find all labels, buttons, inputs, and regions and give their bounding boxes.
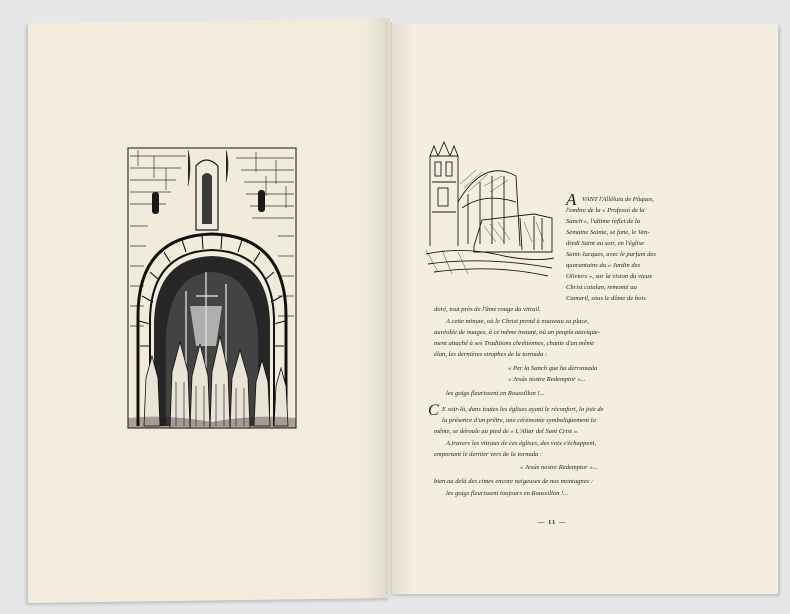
verse-line: « Per la Sanch que ha derramada xyxy=(508,365,598,372)
text-line: emportant le dernier vers de la tornada : xyxy=(434,451,543,458)
dropcap-c: C xyxy=(428,402,439,419)
text-line: quarantains du « Jardin des xyxy=(566,262,641,269)
text-line: la présence d'un prêtre, une cérémonie symboliquement la xyxy=(442,417,596,424)
text-line: auréolée de nuages, à ce même instant, où un peuple atavique- xyxy=(434,329,600,336)
text-line: l'ombre de la « Professó de la xyxy=(566,207,645,214)
text-line: même, se déroule au pied de « L'Altar del Sant Crist ». xyxy=(434,428,579,435)
text-line: Saint-Jacques, avec le parfum des xyxy=(566,251,656,258)
page-number: — 11 — xyxy=(538,519,567,526)
text-line: VANT l'Alléluia de Pâques, xyxy=(582,196,654,203)
church-tower-vignette xyxy=(424,122,556,284)
text-line: Oliviers », sur la vision du vieux xyxy=(566,273,652,280)
text-line: A cette minute, où le Christ prend à nouveau sa place, xyxy=(446,318,589,325)
text-line: doré, tout près de l'âme rouge du vitrail. xyxy=(434,306,541,313)
text-line: Sanch », l'ultime reflet de la xyxy=(566,218,641,225)
text-line: les goigs fleurissent en Roussillon !... xyxy=(446,390,545,397)
text-line: ment attaché à ses Traditions chrétiennes, chante d'un même xyxy=(434,340,595,347)
text-line: E soir-là, dans toutes les églises ayant le réconfort, la joie de xyxy=(442,406,604,413)
procession-engraving xyxy=(126,146,298,430)
text-line: bien au delà des cimes encore neigeuses de nos montagnes : xyxy=(434,478,594,485)
verse-line: « Jesús nostre Redemptor »... xyxy=(508,376,586,383)
text-line: élan, les dernières strophes de la tornada : xyxy=(434,351,548,358)
dropcap-a: A xyxy=(566,190,577,209)
text-line: Semaine Sainte, se fane, le Ven- xyxy=(566,229,650,236)
verse-line: « Jesús nostre Redemptor »... xyxy=(520,464,598,471)
text-line: Christ catalan, remonté au xyxy=(566,284,637,291)
text-line: les goigs fleurissent toujours en Roussillon !... xyxy=(446,490,569,497)
text-line: A travers les vitraux de ces églises, des voix s'échappent, xyxy=(446,440,597,447)
book-gutter xyxy=(386,22,392,594)
text-line: Camaril, sous le dôme de bois xyxy=(566,295,646,302)
text-line: dredi Saint au soir, en l'église xyxy=(566,240,645,247)
